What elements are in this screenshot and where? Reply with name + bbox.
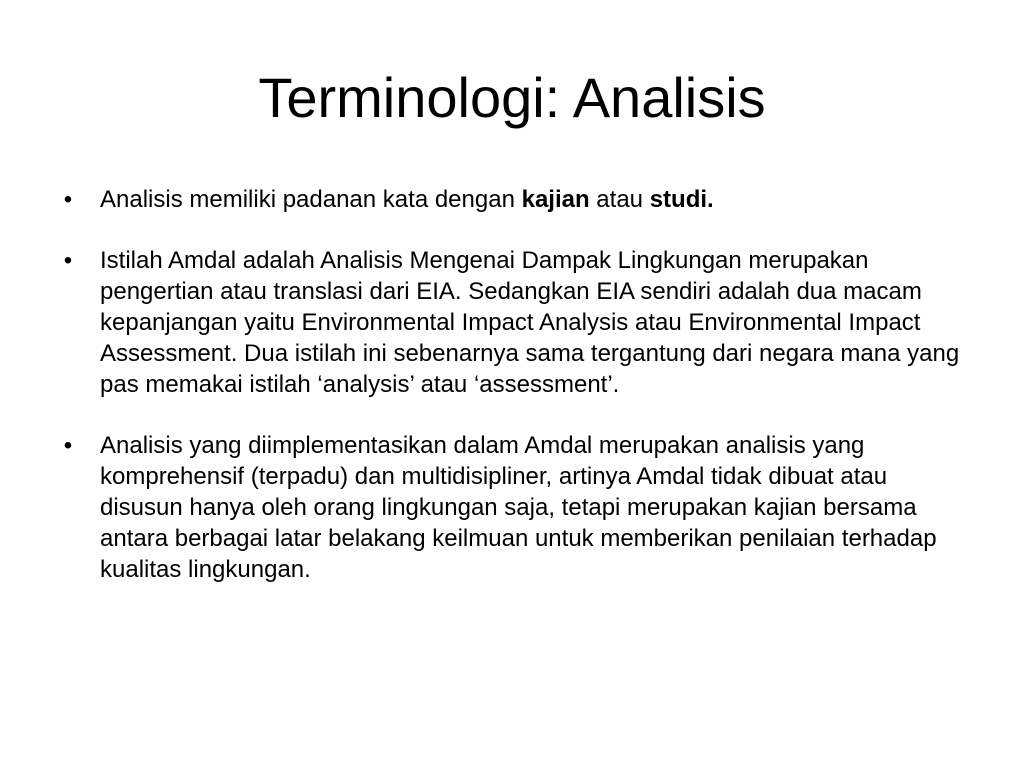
bullet-dot-icon: • [63, 432, 73, 459]
bullet-item-padanan [58, 184, 968, 215]
bullet-item-istilah-amdal [58, 245, 968, 400]
bullet-list [58, 184, 968, 615]
bullet-text: Analisis yang diimplementasikan dalam Amdal merupakan analisis yang komprehensif (terpadu) dan multidisipliner, artinya Amdal tidak dibuat atau disusun hanya oleh orang lingkungan saja, tetapi merupakan kajian bersama antara berbagai latar belakang keilmuan untuk memberikan penilaian terhadap kualitas lingkungan. [100, 432, 937, 583]
bullet-text-part: atau [589, 186, 650, 213]
bullet-text [100, 186, 714, 213]
bullet-text-part: Analisis memiliki padanan kata dengan [100, 186, 522, 213]
bullet-item-analisis-amdal [58, 430, 968, 585]
bullet-text: Istilah Amdal adalah Analisis Mengenai Dampak Lingkungan merupakan pengertian atau translasi dari EIA. Sedangkan EIA sendiri adalah dua macam kepanjangan yaitu Environmental Impact Analysis atau Environmental Impact Assessment. Dua istilah ini sebenarnya sama tergantung dari negara mana yang pas memakai istilah ‘analysis’ atau ‘assessment’. [100, 247, 960, 398]
bullet-bold-studi: studi. [649, 186, 714, 213]
slide-title: Terminologi: Analisis [258, 66, 766, 129]
bullet-bold-kajian: kajian [521, 186, 590, 213]
bullet-dot-icon: • [63, 186, 73, 213]
bullet-dot-icon: • [63, 247, 73, 274]
